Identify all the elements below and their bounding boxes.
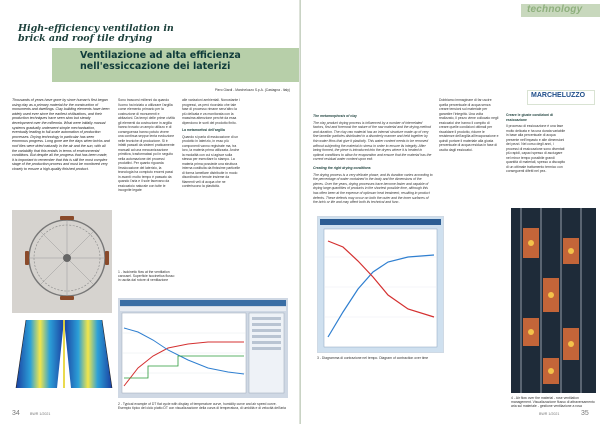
flow-heatmap-figure [12,318,115,390]
intro-paragraph: Thousands of years have gone by since human's first began using clay as a primary material for the construction of monuments and dwellings. Clay building elements have been widely used ever since the earliest civilisations, and their production techniques have seen slow but steady development over the millennia. What were initially manual systems gradually underwent simple mechanisation, eventually leading to full-scale automation of production processes. Drying technology in particular has seen enormous progress. Long gone are the days when bricks and roof tiles were dried naturally in the air and the sun, with all the variability that this entails in terms of environmental conditions. But despite all the progress that has been made, it is important to remember that this is still the most complex stage of the production process and must be monitored very closely to ensure a high-quality finished product. [12,98,110,171]
company-logo: MARCHELUZZO [531,92,586,99]
right-page [300,0,600,424]
folio: BWR 1/2021 [30,412,51,416]
figure-4-caption: 4 - Air flow over the material - rose ventilation management. Visualizzazione flusso di attraversamento aria sul materiale - gestione ventilazione a rosa [511,396,595,408]
figure-3-caption: 3 - Diagramma di contrazione nel tempo. Diagram of contraction over time [317,356,429,360]
body-paragraph: The drying process is a very delicate phase, and its duration varies according to the percentage of water contained in the body and the dimensions of the pieces. Over the years, drying processes have become faster and capable of drying large quantities of products in the shortest possible time, although this has often been at the expense of optimum heat treatment, resulting in product defects. These defects may occur on both the outer and the inner surfaces of the brick or tile and may affect both its technical and func- [313,172,433,205]
italian-column: Dobbiamo immaginare di far uscire quella percentuale di acqua senza creare tensioni sul materiale per garantire l'integrità. Una volta realizzato, il pezzo viene collocato negli essiccatoi che hanno il compito di creare quelle condizioni ottimali per riscaldare il prodotto, ridurre le resistenze dell'argilla all'evaporazione e quindi portare il materiale alla giusta percentuale di acqua residua in fase di uscita dagli essiccatoi. [439,98,499,152]
figure-2-caption: 2 - Typical example of DT flat cycle with display of temperature curve, humidity curve and air speed curve. Esempio tipico del ciclo piatto DT con visualizzazione della curva di temperatura, di umidità e di velocità dell'aria [118,402,286,410]
subheading: Creating the right drying conditions [313,165,371,170]
article-title-english: High-efficiency ventilation in brick and roof tile drying [18,23,174,44]
figure-1-caption: 1 - Isokinetic flow at the ventilation carousel. Superficie isocinetica flusso in uscita dal rotore di ventilazione [118,270,175,282]
body-paragraph: The clay product drying process is influenced by a number of interrelated factors, first and foremost the nature of the raw material and the drying method and duration. The clay raw material has an internal structure made up of very fine lamellar particles distributed in a disorderly manner and held together by thin water films that give it plasticity. This water content needs to be removed without subjecting the material to stress in order to ensure its integrity. After being formed, the piece is introduced into the dryers where it is heated in optimal conditions to allow for evaporation and ensure that the material has the correct residual water content upon exit. [313,120,432,162]
column-text: Il processo di essiccazione è una fase molto delicata e ha una durata variabile in base alla percentuale di acqua presente nell'impasto e alle dimensioni dei pezzi. Nel corso degli anni, i processi di essiccazione sono diventati più rapidi, capaci spesso di asciugare nel minor tempo possibile grandi quantità di materiali, spesso a discapito di un ottimale trattamento termico con conseguenti difetti nel pez- [506,124,566,173]
column-text: alle variazioni ambientali. Nonostante i progressi, va però ricordato che tale fase di processo rimane senz'altro la più delicata e va monitorata con la massima attenzione perché da essa dipendono le sorti del prodotto finito. [182,98,240,125]
author-credit: Piero Giardi - Marcheluzzo S.p.A. (Castagna - Italy) [214,88,290,92]
section-label: technology [527,4,583,15]
column-text: Quando si parla di essiccazione di un prodotto in laterizio, in esso più componenti vanno registrate ma, tra loro, la materia prima utilizzata. Anche la modalità con cui si agisce sulla stessa per esercitare lo stampo. La materia prima possiede una struttura interna costituita da finissime particelle di forma lamellare distribuite in modo disordinato e tenute insieme da filamenti veli di acqua che ne conferiscono la plasticità. [182,134,241,188]
subheading: Creare le giuste condizioni di essiccazione [506,113,554,122]
italian-column-1: Sono trascorsi millenni da quando l'uomo ha iniziato a utilizzare l'argilla come elemento primario per la costruzione di monumenti e abitazioni. Da tempi delle prime civiltà gli elementi da costruzione in argilla hanno trovato un ampio utilizzo e di conseguenza hanno potuto vivere una continua seppur lenta evoluzione nelle tecniche di produzione. Si è infatti passati da sistemi praticamente manuali ad una meccanizzazione primitiva, trasformatasi poi in seguito nella automazione dei processi produttivi. Per quanto riguarda l'essiccazione del laterizio, la tecnologia ha compiuto enormi passi in avanti: molto tempo è passato da quando l'aria e il sole facevano da essiccatoio naturale con tutte le incognite legate [118,98,175,192]
page-number: 34 [12,410,20,417]
italian-column-2 [182,98,242,189]
subheading: The metamorphosis of clay [313,114,357,118]
article-title-italian: Ventilazione ad alta efficienza nell'essiccazione dei laterizi [80,50,241,72]
isokinetic-flow-figure [12,210,112,313]
page-number: 35 [581,410,589,417]
subheading: La metamorfosi dell'argilla [182,128,225,132]
italian-column-right [506,110,566,174]
english-body [313,110,433,205]
contraction-diagram-figure [317,216,444,353]
airflow-figure [511,208,596,393]
folio: BWR 1/2021 [539,412,560,416]
drying-cycle-chart-figure [118,298,288,398]
